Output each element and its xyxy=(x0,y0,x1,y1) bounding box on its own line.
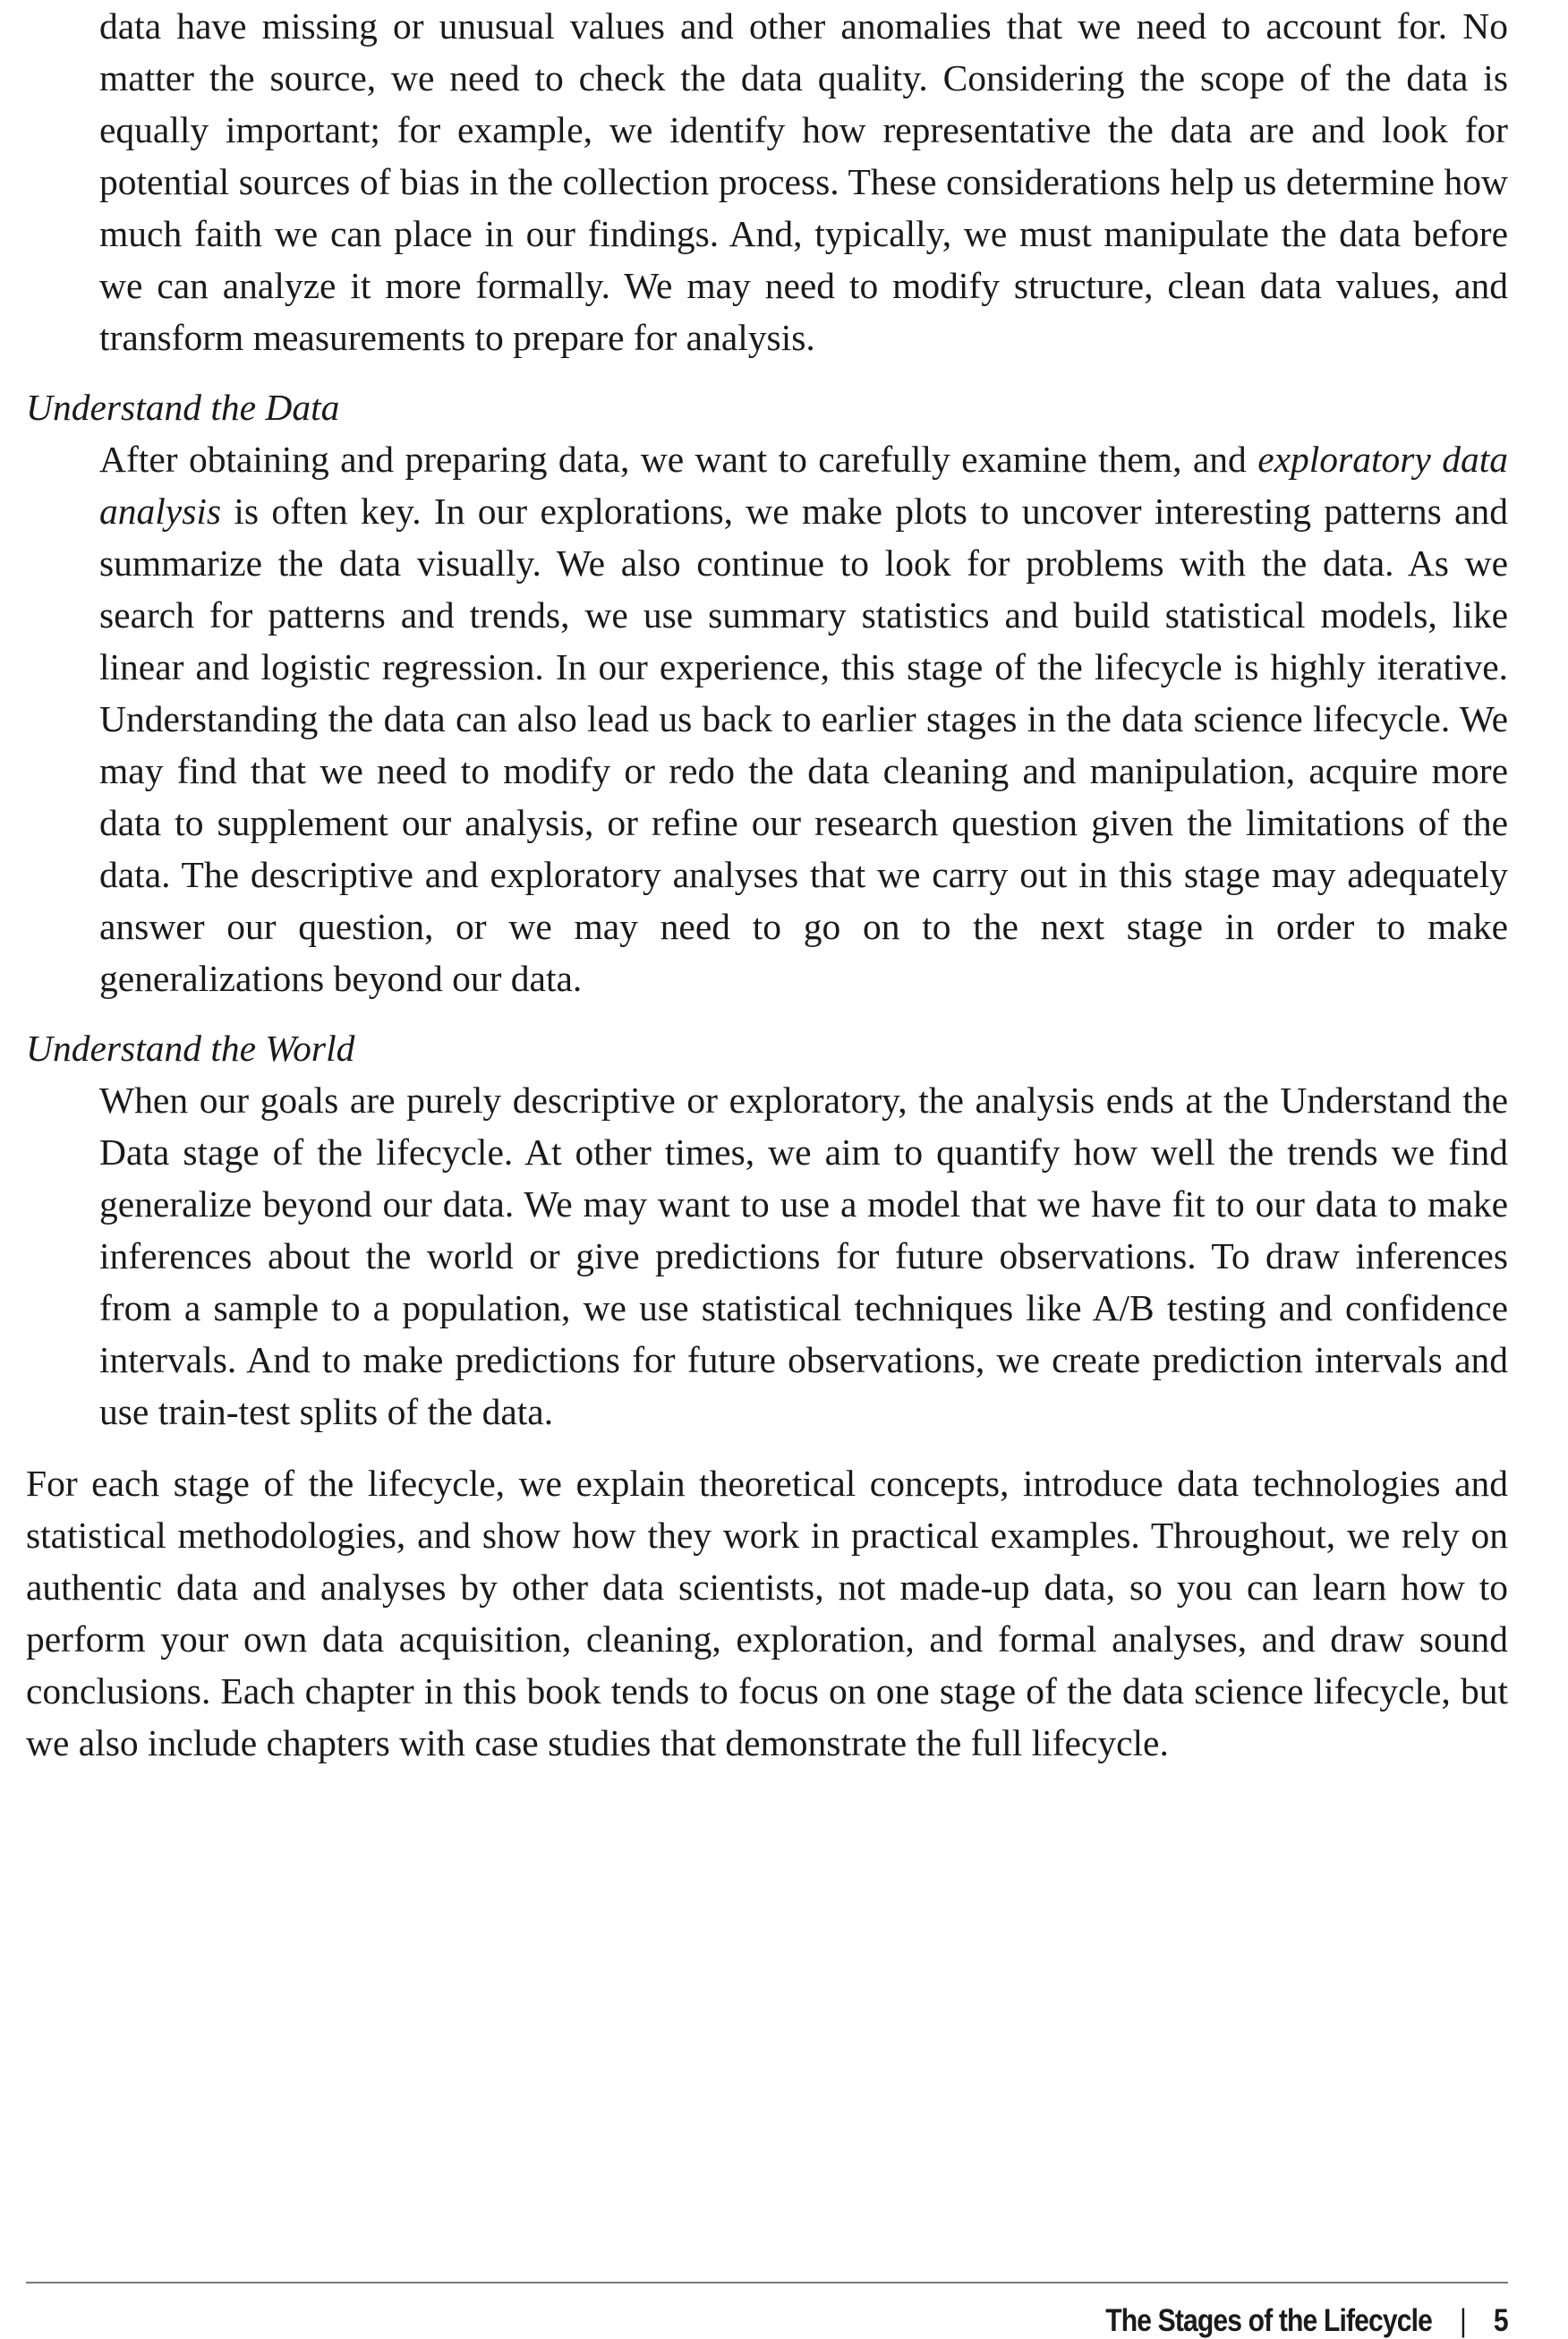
footer-section-title: The Stages of the Lifecycle xyxy=(1105,2303,1433,2338)
page-content xyxy=(26,0,1508,1769)
term-understand-world: Understand the World xyxy=(26,1028,355,1069)
definition-understand-world xyxy=(26,1022,1508,1438)
description-understand-data-part2: is often key. In our explorations, we make plots to uncover interesting patterns and summarize the data visually. We also continue to look for problems with the data. As we search for patterns and trends, we use summary statistics and build statistical models, like linear and logistic regression. In our experience, this stage of the lifecycle is highly iterative. Understanding the data can also lead us back to earlier stages in the data science lifecycle. We may find that we need to modify or redo the data cleaning and manipulation, acquire more data to supplement our analysis, or refine our research question given the limitations of the data. The descriptive and exploratory analyses that we carry out in this stage may adequately answer our question, or we may need to go on to the next stage in order to make generalizations beyond our data. xyxy=(99,491,1508,999)
description-understand-data-part1: After obtaining and preparing data, we want to carefully examine them, and xyxy=(99,439,1258,480)
page-number: 5 xyxy=(1494,2303,1508,2338)
emphasis-exploratory-data-analysis: exploratory data analysis xyxy=(99,439,1508,532)
description-understand-data xyxy=(99,433,1508,1004)
term-understand-data: Understand the Data xyxy=(26,387,340,428)
page-footer xyxy=(26,2282,1508,2338)
running-footer xyxy=(1105,2303,1508,2339)
continuation-paragraph: data have missing or unusual values and other anomalies that we need to account for. No matter the source, we need to check the data quality. Considering the scope of the data is equally important; for example, we identify how representative the data are and look for potential sources of bias in the collection process. These considerations help us determine how much faith we can place in our findings. And, typically, we must manipulate the data before we can analyze it more formally. We may need to modify structure, clean data values, and transform measurements to prepare for analysis. xyxy=(99,5,1508,358)
description-understand-world: When our goals are purely descriptive or exploratory, the analysis ends at the Understand the Data stage of the lifecycle. At other times, we aim to quantify how well the trends we find generalize beyond our data. We may want to use a model that we have fit to our data to make inferences about the world or give predictions for future observations. To draw inferences from a sample to a population, we use statistical techniques like A/B testing and confidence intervals. And to make predictions for future observations, we create prediction intervals and use train-test splits of the data. xyxy=(99,1080,1508,1432)
footer-separator: | xyxy=(1460,2303,1467,2338)
definition-understand-data xyxy=(26,381,1508,1004)
closing-paragraph: For each stage of the lifecycle, we explain theoretical concepts, introduce data technologies and statistical methodologies, and show how they work in practical examples. Throughout, we rely on authentic data and analyses by other data scientists, not made-up data, so you can learn how to perform your own data acquisition, cleaning, exploration, and formal analyses, and draw sound conclusions. Each chapter in this book tends to focus on one stage of the data science lifecycle, but we also include chapters with case studies that demonstrate the full lifecycle. xyxy=(26,1463,1508,1763)
